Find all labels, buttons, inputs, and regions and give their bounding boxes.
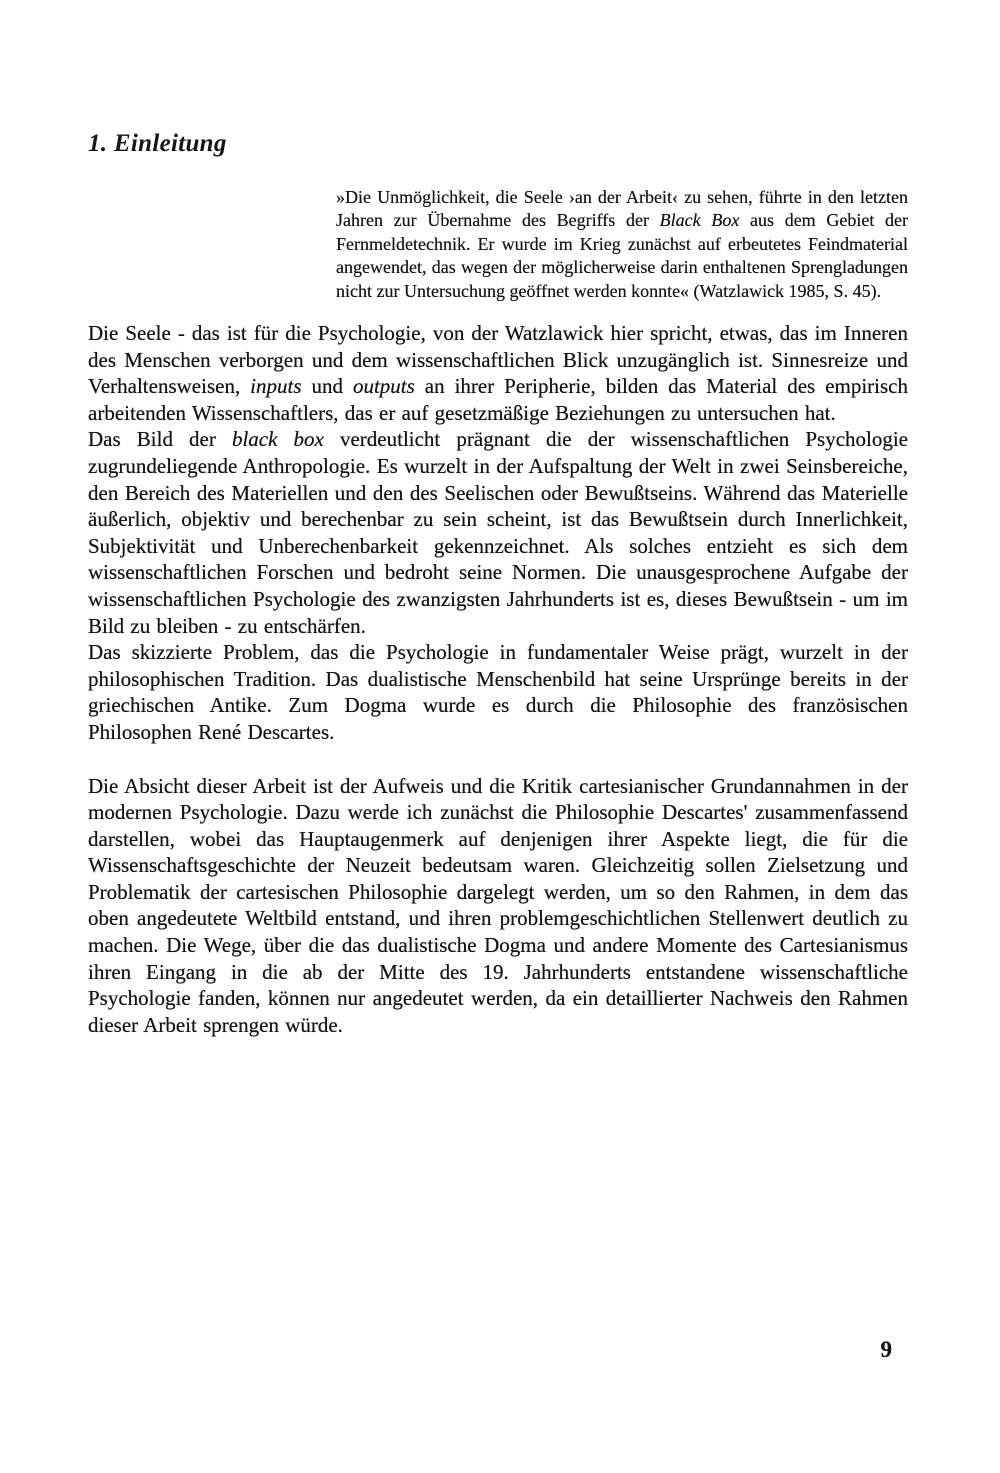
body-paragraph <box>88 773 908 1039</box>
section-heading: 1. Einleitung <box>88 130 227 157</box>
block-quote <box>336 186 908 304</box>
italic-text-run: outputs <box>352 374 415 399</box>
body-paragraph <box>88 320 908 426</box>
page-number: 9 <box>880 1337 892 1362</box>
text-run: und <box>301 374 353 399</box>
text-run: Die Seele - das ist für die Psychologie, von der Watzlawick hier spricht, etwas, das im Inneren des Menschen verborgen und dem wissenschaftlichen Blick unzugänglich ist. Sinnesreize und Verhaltensweisen, <box>88 321 908 399</box>
text-run: aus dem Gebiet der Fernmeldetechnik. Er wurde im Krieg zunächst auf erbeutetes Feindmaterial angewendet, das wegen der möglicherweise darin enthaltenen Sprengladungen nicht zur Untersuchung geöffnet werden konnte« (Watzlawick 1985, S. 45). <box>336 210 909 301</box>
italic-text-run: Black Box <box>659 210 740 230</box>
paragraph-group-1 <box>88 320 908 746</box>
text-run: Das Bild der <box>88 427 232 452</box>
text-run: Das skizzierte Problem, das die Psychologie in fundamentaler Weise prägt, wurzelt in der philosophischen Tradition. Das dualistische Menschenbild hat seine Ursprünge bereits in der griechischen Antike. Zum Dogma wurde es durch die Philosophie des französischen Philosophen René Descartes. <box>88 640 908 744</box>
text-run: »Die Unmöglichkeit, die Seele ›an der Arbeit‹ zu sehen, führte in den letzten Jahren zur Übernahme des Begriffs der <box>336 186 908 230</box>
body-paragraph <box>88 426 908 639</box>
body-paragraph <box>88 639 908 745</box>
page-content <box>88 130 908 1038</box>
text-run: verdeutlicht prägnant die der wissenschaftlichen Psychologie zugrundeliegende Anthropologie. Es wurzelt in der Aufspaltung der Welt in zwei Seinsbereiche, den Bereich des Materiellen und den des Seelischen oder Bewußtseins. Während das Materielle äußerlich, objektiv und berechenbar zu sein scheint, ist das Bewußtsein durch Innerlichkeit, Subjektivität und Unberechenbarkeit gekennzeichnet. Als solches entzieht es sich dem wissenschaftlichen Forschen und bedroht seine Normen. Die unausgesprochene Aufgabe der wissenschaftlichen Psychologie des zwanzigsten Jahrhunderts ist es, dieses Bewußtsein - um im Bild zu bleiben - zu entschärfen. <box>88 427 909 638</box>
italic-text-run: black box <box>231 427 324 452</box>
text-run: Die Absicht dieser Arbeit ist der Aufweis und die Kritik cartesianischer Grundannahmen in der modernen Psychologie. Dazu werde ich zunächst die Philosophie Descartes' zusammenfassend darstellen, wobei das Hauptaugenmerk auf denjenigen ihrer Aspekte liegt, die für die Wissenschaftsgeschichte der Neuzeit bedeutsam waren. Gleichzeitig sollen Zielsetzung und Problematik der cartesischen Philosophie dargelegt werden, um so den Rahmen, in dem das oben angedeutete Weltbild entstand, und ihren problemgeschichtlichen Stellenwert deutlich zu machen. Die Wege, über die das dualistische Dogma und andere Momente des Cartesianismus ihren Eingang in die ab der Mitte des 19. Jahrhunderts entstandene wissenschaftliche Psychologie fanden, können nur angedeutet werden, da ein detaillierter Nachweis den Rahmen dieser Arbeit sprengen würde. <box>88 773 908 1037</box>
paragraph-group-2 <box>88 773 908 1039</box>
text-run: an ihrer Peripherie, bilden das Material des empirisch arbeitenden Wissenschaftlers, das er auf gesetzmäßige Beziehungen zu untersuchen hat. <box>88 374 909 425</box>
italic-text-run: inputs <box>250 374 302 399</box>
